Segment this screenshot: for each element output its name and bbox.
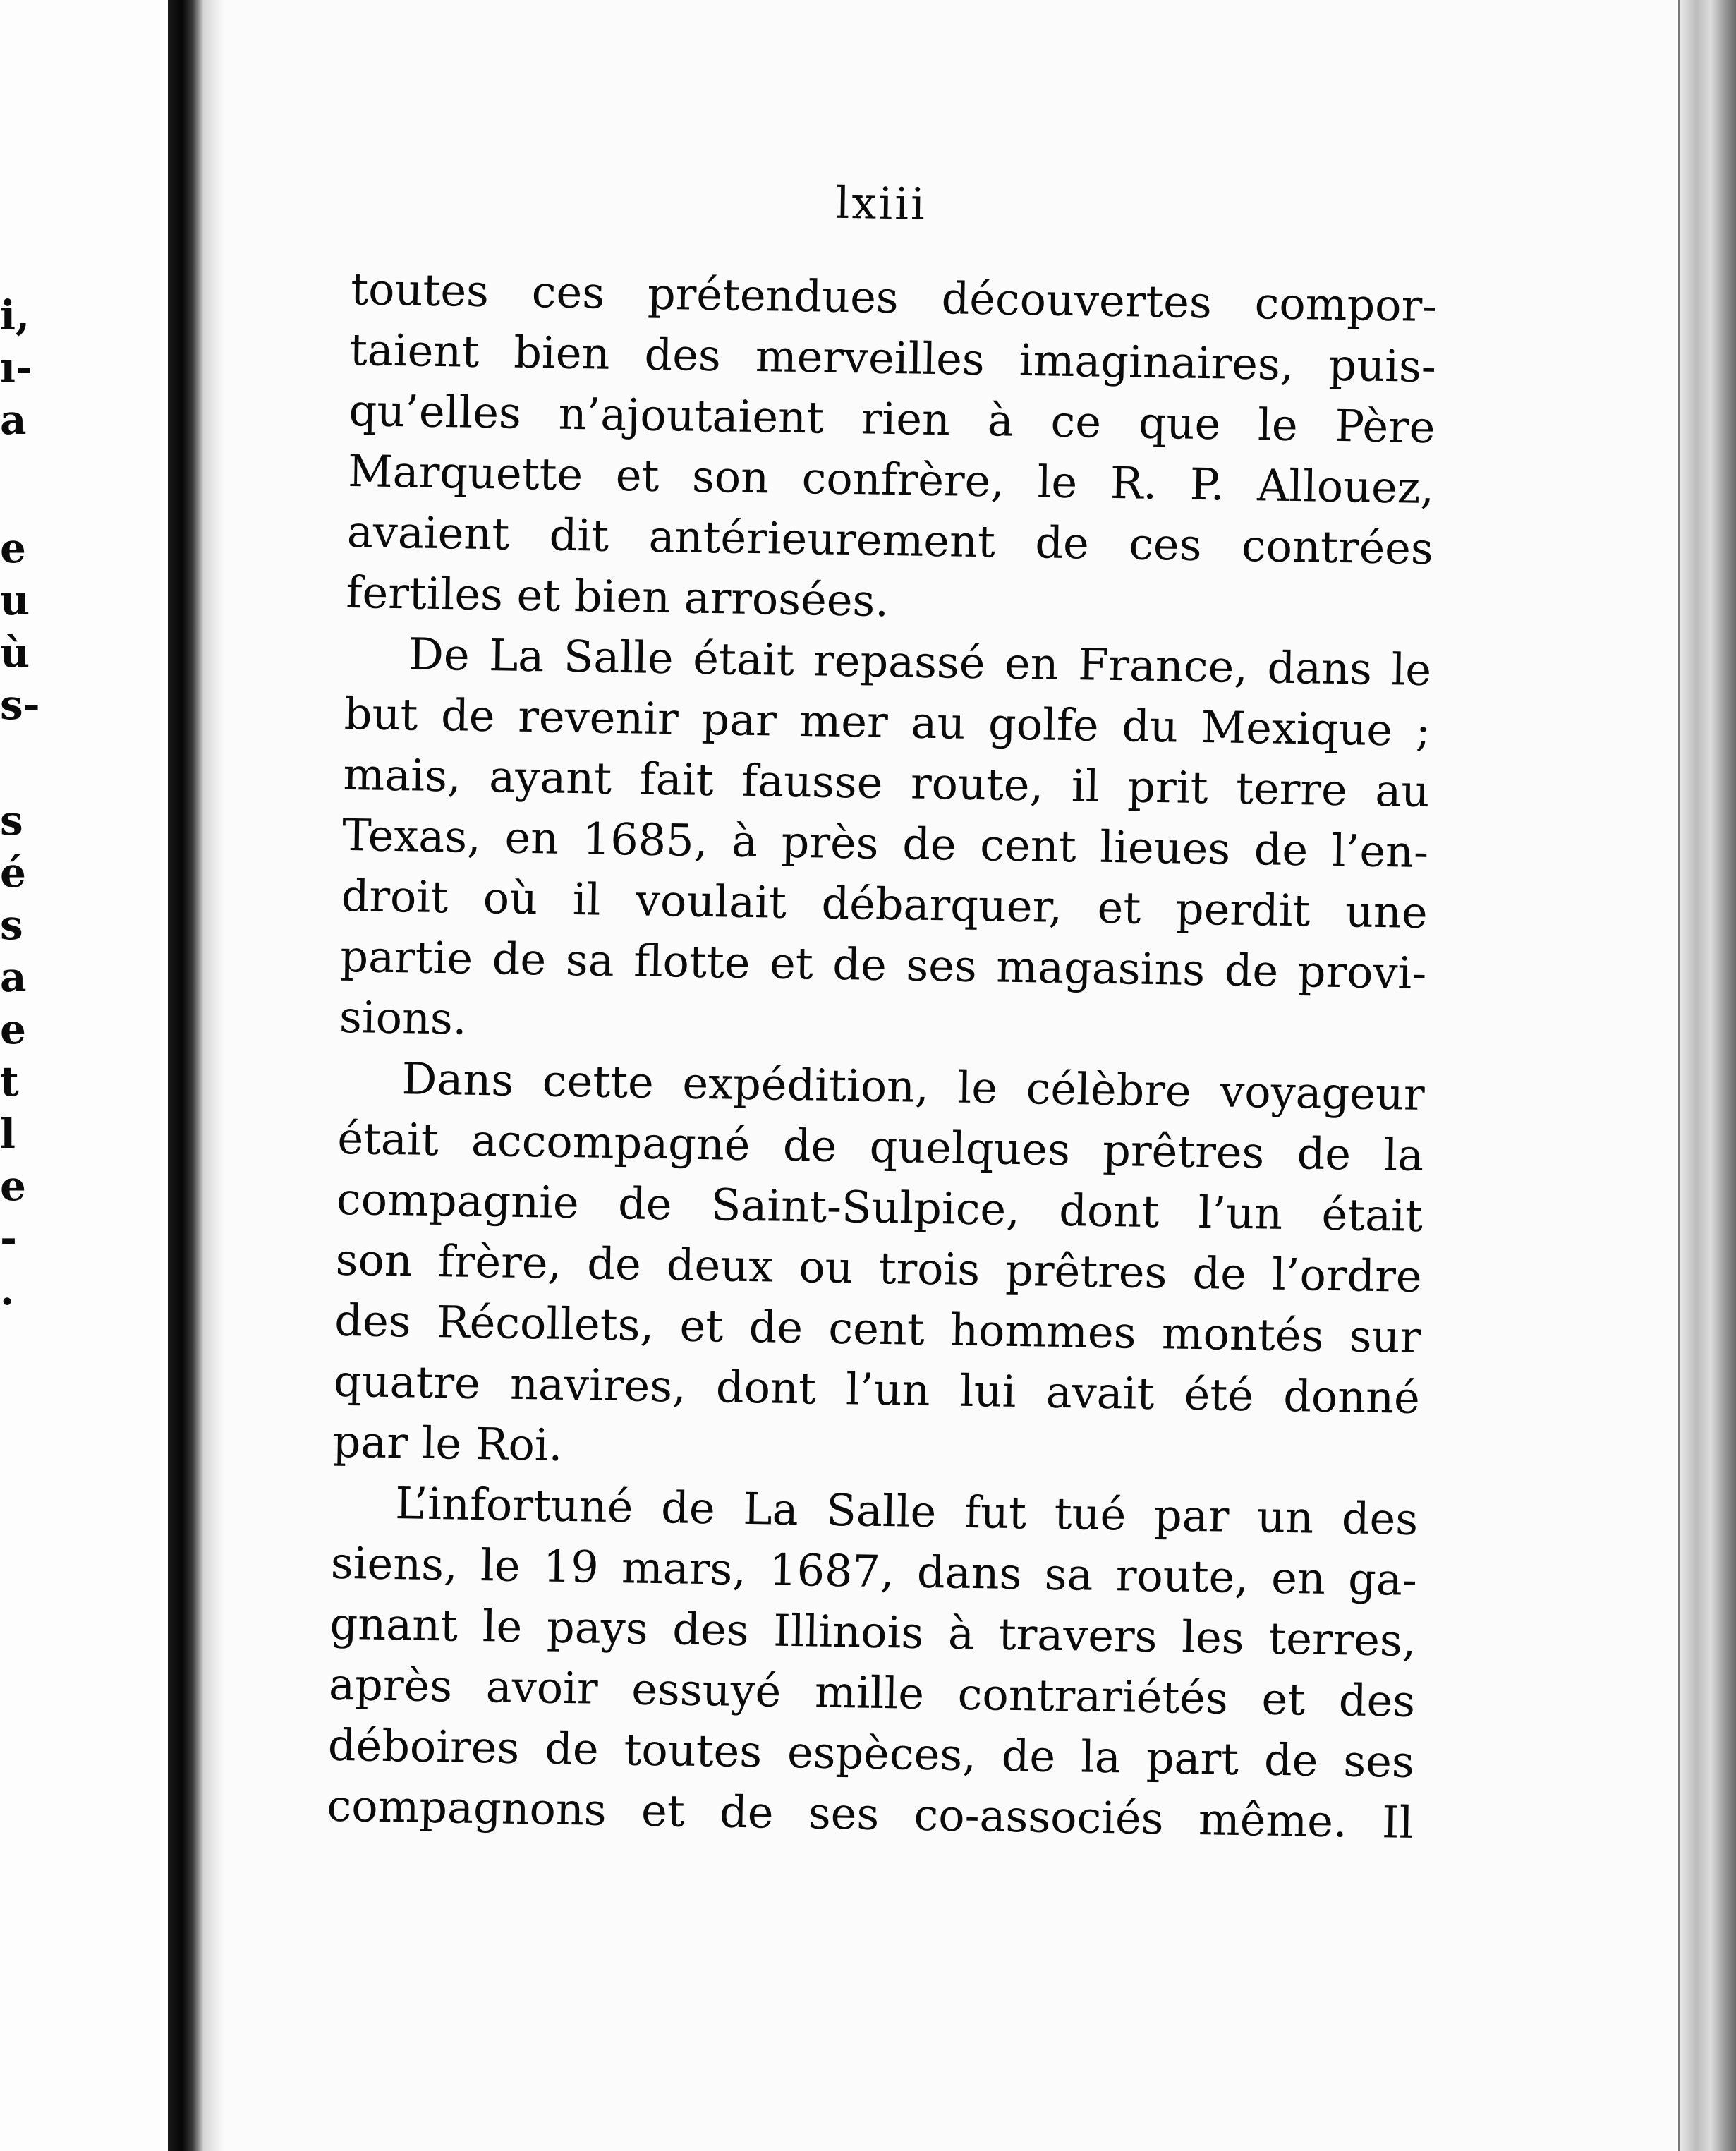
text-line: avaient dit antérieurement de ces contrées	[346, 505, 1434, 575]
text-line: qu’elles n’ajoutaient rien à ce que le Père	[348, 384, 1436, 454]
book-page	[327, 169, 1439, 1853]
page-number: lxiii	[835, 176, 928, 230]
text-line: De La Salle était repassé en France, dans le	[408, 628, 1432, 696]
text-line: droit où il voulait débarquer, et perdit une	[341, 869, 1428, 939]
text-line: but de revenir par mer au golfe du Mexique ;	[344, 687, 1431, 757]
body-text	[327, 259, 1438, 1853]
fragment: u	[0, 576, 30, 624]
text-line: partie de sa flotte et de ses magasins de provi-	[339, 930, 1427, 1000]
book-gutter	[168, 0, 203, 2151]
text-line: gnant le pays des Illinois à travers les terres,	[329, 1597, 1417, 1666]
fragment: e	[0, 524, 26, 572]
fragment: e	[0, 1005, 26, 1053]
fragment: i,	[0, 291, 30, 339]
text-line: son frère, de deux ou trois prêtres de l’ordre	[335, 1233, 1423, 1302]
facing-page-text-fragments	[0, 268, 40, 1316]
text-line: des Récollets, et de cent hommes montés sur	[334, 1294, 1421, 1363]
fragment: ù	[0, 629, 30, 677]
text-line: taient bien des merveilles imaginaires, puis-	[349, 323, 1437, 393]
text-line: toutes ces prétendues découvertes compor-	[350, 262, 1438, 332]
fragment: s	[0, 901, 23, 949]
text-line: après avoir essuyé mille contrariétés et des	[328, 1658, 1416, 1727]
gutter-shadow	[203, 0, 224, 2151]
fragment: a	[0, 396, 27, 444]
page-stack-edge	[1680, 0, 1736, 2151]
text-line: sions.	[339, 990, 468, 1045]
fragment: l	[0, 1110, 16, 1158]
text-line: siens, le 19 mars, 1687, dans sa route, en ga-	[330, 1537, 1418, 1606]
text-line: quatre navires, dont l’un lui avait été donné	[333, 1355, 1421, 1424]
text-line: L’infortuné de La Salle fut tué par un des	[394, 1477, 1419, 1545]
text-line: Marquette et son confrère, le R. P. Allouez,	[347, 444, 1435, 514]
fragment: e	[0, 1162, 26, 1210]
fragment: .	[0, 1266, 15, 1314]
fragment: a	[0, 953, 27, 1001]
fragment: s	[0, 796, 23, 844]
fragment: s-	[0, 681, 40, 729]
fragment: é	[0, 849, 26, 897]
text-line: compagnie de Saint-Sulpice, dont l’un était	[336, 1173, 1424, 1242]
text-line: fertiles et bien arrosées.	[346, 566, 890, 627]
text-line: par le Roi.	[332, 1415, 563, 1471]
fragment: ı-	[0, 344, 33, 392]
fragment: -	[0, 1214, 18, 1262]
fragment: t	[0, 1058, 19, 1105]
text-line: était accompagné de quelques prêtres de la	[336, 1112, 1424, 1182]
text-line: Texas, en 1685, à près de cent lieues de l’en-	[341, 808, 1429, 878]
text-line: mais, ayant fait fausse route, il prit terre au	[342, 748, 1430, 818]
text-line: déboires de toutes espèces, de la part de ses	[327, 1719, 1415, 1788]
facing-page-edge	[0, 0, 180, 2151]
text-line: Dans cette expédition, le célèbre voyageur	[401, 1053, 1426, 1121]
text-line: compagnons et de ses co-associés même. Il	[326, 1779, 1414, 1848]
